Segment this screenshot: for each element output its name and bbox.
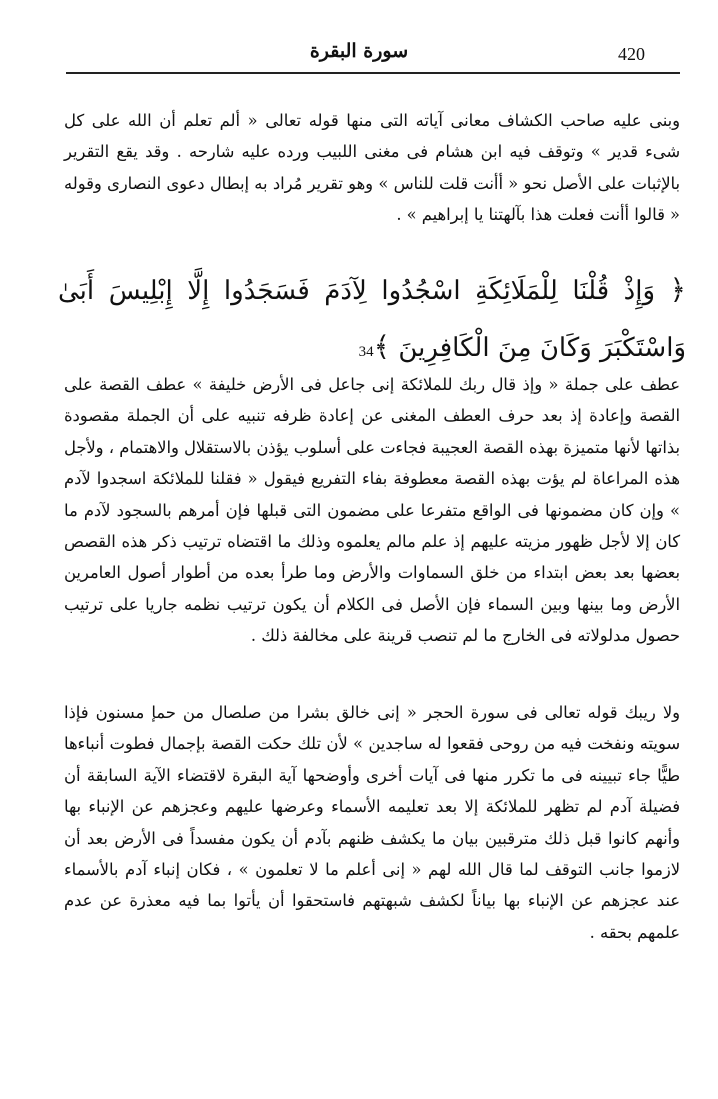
page-number: 420	[618, 44, 645, 64]
quran-verse	[58, 262, 686, 380]
verse-open-bracket: ﴿	[669, 273, 687, 306]
verse-text: وَإِذْ قُلْنَا لِلْمَلَائِكَةِ اسْجُدُوا لِآدَمَ فَسَجَدُوا إِلَّا إِبْلِيسَ أَبَىٰ وَاسْتَكْبَرَ وَكَانَ مِنَ الْكَافِرِينَ	[58, 276, 686, 363]
ayah-number: 34	[358, 344, 374, 360]
running-title: سورة البقرة	[309, 40, 409, 62]
commentary-paragraph-3: ولا ريبك قوله تعالى فى سورة الحجر « إنى خالق بشرا من صلصال من حمإ مسنون فإذا سويته ونفخت فيه من روحى فقعوا له ساجدين » لأن تلك حكت القصة بإجمال فطوت أنباءها طيًّا جاء تبيينه فى ما تكرر منها فى آيات أخرى وأوضحها آية البقرة لاقتضاء الآية السابقة أن فضيلة آدم لم تظهر للملائكة إلا بعد تعليمه الأسماء وعرضها عليهم وعجزهم عن الإنباء بها وأنهم كانوا قبل ذلك مترقبين بيان ما يكشف ظنهم بآدم أن يكون مفسداً فى الأرض بعد أن لازموا جانب التوقف لما قال الله لهم « إنى أعلم ما لا تعلمون » ، فكان إنباء آدم بالأسماء عند عجزهم عن الإنباء بها بياناً لكشف شبهتهم فاستحقوا أن يأتوا بما فيه معذرة عن عدم علمهم بحقه .	[64, 703, 680, 942]
commentary-paragraph-1: وبنى عليه صاحب الكشاف معانى آياته التى منها قوله تعالى « ألم تعلم أن الله على كل شىء قدير » وتوقف فيه ابن هشام فى مغنى اللبيب ورده عليه شارحه . وقد يقع التقرير بالإثبات على الأصل نحو « أأنت قلت للناس » وهو تقرير مُراد به إبطال دعوى النصارى وقوله « قالوا أأنت فعلت هذا بآلهتنا يا إبراهيم » .	[64, 111, 680, 225]
commentary-paragraph-2: عطف على جملة « وإذ قال ربك للملائكة إنى جاعل فى الأرض خليفة » عطف القصة على القصة وإعادة إذ بعد حرف العطف المغنى عن إعادة ظرفه تنبيه على أن الجملة مقصودة بذاتها لأنها متميزة بهذه القصة العجيبة فجاءت على أسلوب يؤذن بالاستقلال والاهتمام ، ولأجل هذه المراعاة لم يؤت بهذه القصة معطوفة بفاء التفريع فيقول « فقلنا للملائكة اسجدوا لآدم » وإن كان مضمونها فى الواقع متفرعا على مضمون التى قبلها فإن أمرهم بالسجود لآدم ما كان إلا لأجل ظهور مزيته عليهم إذ علم مالم يعلموه وذلك ما اقتضاه ترتيب ذكر هذه القصص بعضها بعد بعض ابتداء من خلق السماوات والأرض وما طرأ بعده من أطوار أصول العامرين الأرض وما بينها وبين السماء فإن الأصل فى الكلام أن يكون ترتيب نظمه جاريا على ترتيب حصول مدلولاته فى الخارج ما لم تنصب قرينة على مخالفة ذلك .	[64, 375, 680, 646]
header-divider	[66, 72, 680, 74]
verse-close-bracket: ﴾	[373, 330, 391, 363]
